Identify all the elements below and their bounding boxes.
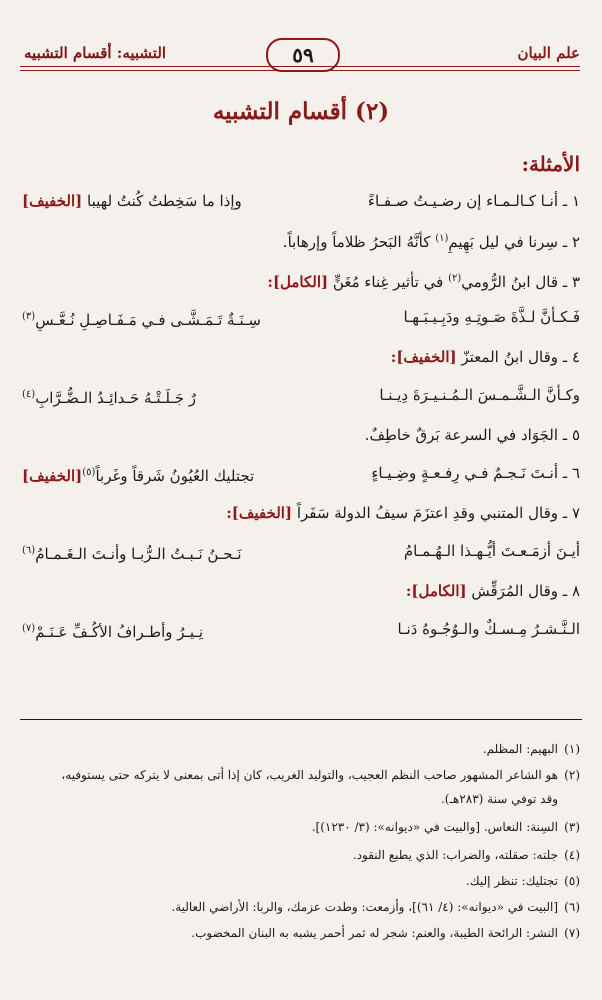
footnote-4 bbox=[22, 846, 580, 864]
verse-text: رٌ جَـلَـتْـهُ حَـدائِـدُ الـضُّـرَّابِ bbox=[35, 389, 196, 407]
meter-label: [الخفيف] bbox=[22, 192, 83, 210]
examples-heading: الأمثلة: bbox=[521, 152, 580, 176]
example-4-verse bbox=[22, 384, 580, 409]
meter-label: [الكامل]: bbox=[405, 582, 467, 600]
example-4-intro bbox=[22, 346, 580, 368]
verse-hemistich: ١ ـ أنـا كـالـمـاء إن رضـيـتُ صـفـاءً bbox=[367, 192, 580, 210]
footnote-number: (٢) bbox=[564, 768, 580, 782]
verse-hemistich bbox=[22, 384, 196, 409]
footnote-text: النشر: الرائحة الطيبة، والعنم: شجر له ثمر أحمر يشبه به البنان المخضوب. bbox=[191, 926, 558, 940]
footnote-text: تجتليك: تنظر إليك. bbox=[465, 874, 558, 888]
footnote-marker: (٤) bbox=[22, 389, 36, 400]
example-text: ٣ ـ قال ابنُ الرُّومي bbox=[461, 273, 580, 291]
example-2 bbox=[22, 228, 580, 253]
example-text: ٥ ـ الجَوَاد في السرعة بَرقٌ خاطِفٌ. bbox=[364, 426, 580, 444]
verse-hemistich bbox=[22, 462, 254, 487]
example-7-verse bbox=[22, 540, 580, 565]
footnote-marker: (٣) bbox=[22, 311, 36, 322]
footnote-text: البهيم: المظلم. bbox=[482, 742, 558, 756]
verse-text: سِـنَـةٌ تَـمَـشَّـى فـي مَـفَـاصِـلِ نُـعَّـسِ bbox=[35, 311, 261, 329]
verse-text: تجتليك العُيُونُ شَرقاً وغَرباً bbox=[95, 467, 255, 485]
footnote-2-continuation: وقد توفي سنة (٢٨٣هـ). bbox=[440, 792, 558, 806]
example-7-intro bbox=[22, 502, 580, 524]
meter-label: [الخفيف]: bbox=[390, 348, 457, 366]
example-3-intro bbox=[22, 268, 580, 293]
example-text: في تأثير غِناء مُغَنٍّ bbox=[332, 273, 444, 291]
running-head-section bbox=[24, 44, 166, 62]
footnote-number: (٧) bbox=[564, 926, 580, 940]
example-text: كأنَّهُ البَحرُ ظلاماً وإرهاباً. bbox=[282, 233, 431, 251]
footnote-text: [البيت في «ديوانه»: (٤/ ٦١)]، وأزمعت: وطدت عزمك، والربا: الأراضي العالية. bbox=[171, 900, 558, 914]
example-1 bbox=[22, 190, 580, 212]
verse-hemistich bbox=[22, 618, 203, 643]
verse-hemistich bbox=[22, 190, 242, 212]
header-rule-bottom bbox=[20, 70, 580, 71]
verse-text: نِـيـرُ وأطـرافُ الأكُـفِّ عَـنَـمْ bbox=[35, 623, 204, 641]
example-8-intro bbox=[22, 580, 580, 602]
verse-hemistich bbox=[22, 306, 261, 331]
footnote-number: (٥) bbox=[564, 874, 580, 888]
footnote-separator bbox=[20, 719, 582, 720]
page-title: (٢) أقسام التشبيه bbox=[212, 98, 390, 125]
footnote-marker: (٦) bbox=[22, 545, 36, 556]
running-head-section-sub: أقسام التشبيه bbox=[24, 44, 112, 62]
footnote-5 bbox=[22, 872, 580, 890]
verse-hemistich: أيـنَ أزمَـعـتَ أيُّـهـذا الـهُـمـامُ bbox=[403, 542, 580, 560]
footnote-number: (٤) bbox=[564, 848, 580, 862]
footnote-marker: (٧) bbox=[22, 623, 36, 634]
footnote-3 bbox=[22, 818, 580, 836]
footnote-1 bbox=[22, 740, 580, 758]
example-text: ٧ ـ وقال المتنبي وقدِ اعتزَمَ سيفُ الدولة سَفَراً bbox=[296, 504, 580, 522]
footnote-7 bbox=[22, 924, 580, 942]
footnote-marker: (١) bbox=[435, 233, 449, 244]
page-number: ٥٩ bbox=[266, 38, 340, 72]
example-text: ٢ ـ سِرنا في ليل بَهِيمٍ bbox=[448, 233, 580, 251]
running-head-section-title: التشبيه: bbox=[116, 44, 167, 62]
verse-hemistich bbox=[22, 540, 242, 565]
meter-label: [الكامل]: bbox=[267, 273, 329, 291]
example-3-verse bbox=[22, 306, 580, 331]
running-head-book: علم البيان bbox=[517, 44, 580, 62]
header-rule-top bbox=[20, 66, 580, 67]
footnote-marker: (٢) bbox=[448, 273, 462, 284]
verse-text: وإذا ما سَخِطتُ كُنتُ لهيبا bbox=[87, 192, 242, 210]
footnote-number: (١) bbox=[564, 742, 580, 756]
footnote-marker: (٥) bbox=[82, 467, 96, 478]
footnote-number: (٦) bbox=[564, 900, 580, 914]
footnote-2 bbox=[22, 766, 580, 784]
example-text: ٨ ـ وقال المُرَقِّش bbox=[471, 582, 580, 600]
verse-text: نَـحـنُ نَـبـتُ الـرُّبـا وأنـتَ الـغَـمـامُ bbox=[35, 545, 242, 563]
footnote-text: جلته: صقلته، والضراب: الذي يطبع النقود. bbox=[352, 848, 558, 862]
footnote-6 bbox=[22, 898, 580, 916]
example-5 bbox=[22, 424, 580, 446]
meter-label: [الخفيف]: bbox=[226, 504, 293, 522]
verse-hemistich: الـنَّـشـرُ مِـسـكٌ والـوُجُـوهُ دَنـا bbox=[397, 620, 580, 638]
footnote-text: السِنة: النعاس. [والبيت في «ديوانه»: (٣/ ١٢٣٠)]. bbox=[311, 820, 558, 834]
example-8-verse bbox=[22, 618, 580, 643]
verse-hemistich: ٦ ـ أنـتَ نَـجـمٌ فـي رِفـعـةٍ وضِـيـاءٍ bbox=[371, 464, 580, 482]
example-6 bbox=[22, 462, 580, 487]
verse-hemistich: وكـأنَّ الـشَّـمـسَ الـمُـنـيـرَةَ دِيـنـا bbox=[379, 386, 580, 404]
footnote-number: (٣) bbox=[564, 820, 580, 834]
meter-label: [الخفيف] bbox=[22, 467, 83, 485]
verse-hemistich: فَـكـأنَّ لـذَّةَ صَـوتِـهِ ودَبِـيـبَـهـا bbox=[403, 308, 580, 326]
example-text: ٤ ـ وقال ابنُ المعتزّ bbox=[461, 348, 580, 366]
footnote-text: هو الشاعر المشهور صاحب النظم العجيب، والتوليد الغريب، كان إذا أتى بمعنى لا يتركه حتى يستوفيه، bbox=[61, 768, 558, 782]
